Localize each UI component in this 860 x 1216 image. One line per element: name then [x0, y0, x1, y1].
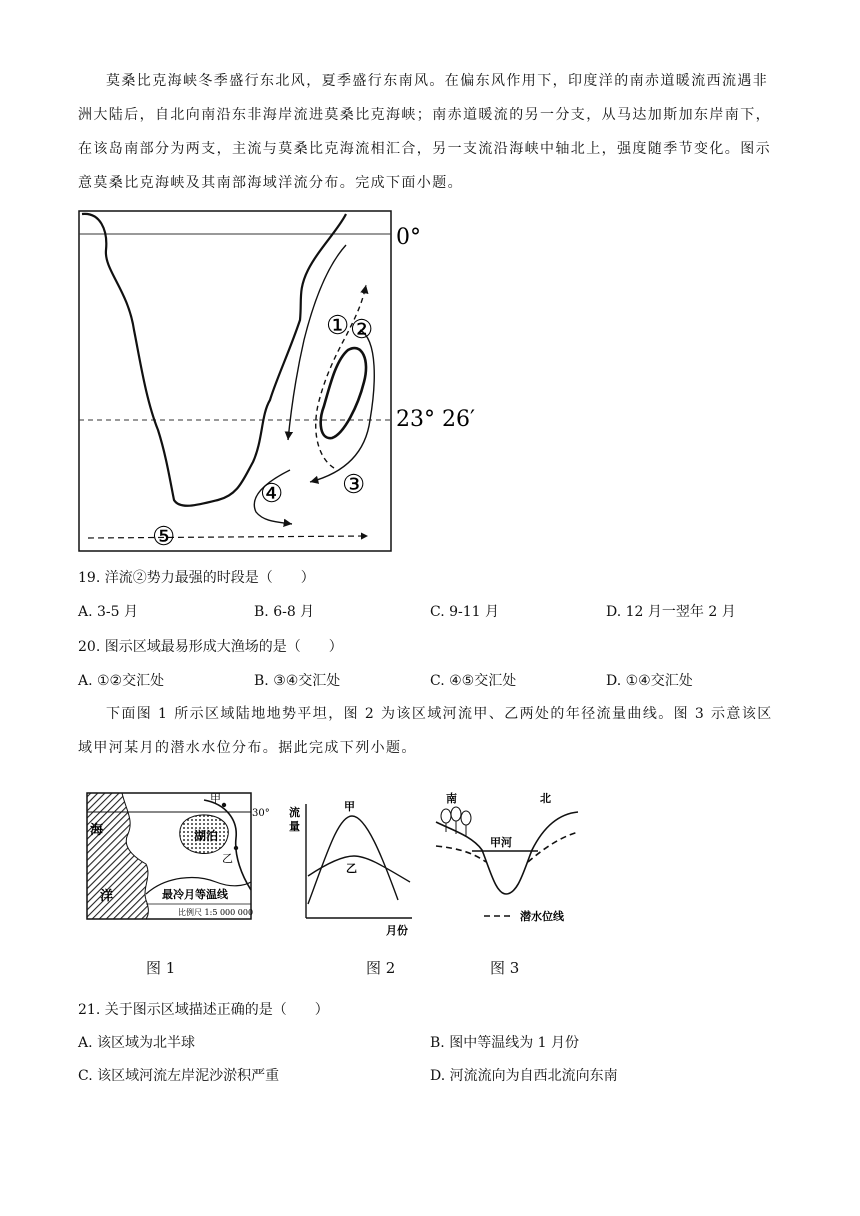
- curve-yi: [308, 856, 410, 882]
- yi-label: 乙: [222, 852, 233, 865]
- q20-option-d[interactable]: D. ①④交汇处: [606, 673, 693, 689]
- figure-1-caption: 图 1: [146, 959, 176, 977]
- tropic-label: 23° 26′: [396, 407, 475, 432]
- q21-option-c[interactable]: C. 该区域河流左岸泥沙淤积严重: [78, 1068, 280, 1084]
- intro-paragraph-1: 莫桑比克海峡冬季盛行东北风，夏季盛行东南风。在偏东风作用下，印度洋的南赤道暖流西流遇非洲大陆后，自北向南沿东非海岸流进莫桑比克海峡；南赤道暖流的另一分支，从马达加斯加东岸南下，在该岛南部分为两支，主流与莫桑比克海流相汇合，另一支流沿海峡中轴北上，强度随季节变化。图示意莫桑比克海峡及其南部海域洋流分布。完成下面小题。: [78, 73, 771, 191]
- current-label-2: ②: [350, 315, 374, 345]
- mozambique-channel-map: [78, 210, 498, 555]
- curve-jia: [308, 816, 398, 904]
- jia-label: 甲: [210, 792, 221, 805]
- current-5-line: [88, 536, 368, 538]
- isotherm-label: 最冷月等温线: [162, 888, 228, 901]
- lat-label: 30°: [252, 808, 270, 819]
- figure-3-profile: [432, 790, 582, 930]
- question-21-stem: 21. 关于图示区域描述正确的是（ ）: [78, 1002, 329, 1018]
- north-label: 北: [540, 792, 551, 805]
- q21-option-d[interactable]: D. 河流流向为自西北流向东南: [430, 1068, 618, 1084]
- current-label-4: ④: [260, 479, 284, 509]
- figure-2-caption: 图 2: [366, 959, 396, 977]
- q21-option-a[interactable]: A. 该区域为北半球: [78, 1035, 196, 1051]
- tree-icon: [441, 807, 471, 836]
- africa-coastline: [82, 214, 346, 506]
- q20-option-a[interactable]: A. ①②交汇处: [78, 673, 165, 689]
- lake-label: 湖泊: [194, 829, 219, 843]
- q21-option-b[interactable]: B. 图中等温线为 1 月份: [430, 1035, 579, 1051]
- q19-option-a[interactable]: A. 3-5 月: [78, 604, 139, 620]
- madagascar-island: [321, 348, 366, 438]
- q19-option-c[interactable]: C. 9-11 月: [430, 604, 500, 620]
- ocean-label: 洋: [100, 889, 114, 904]
- xlabel: 月份: [386, 924, 408, 937]
- valley-profile: [436, 812, 578, 894]
- question-19-stem: 19. 洋流②势力最强的时段是（ ）: [78, 570, 315, 586]
- question-20-stem: 20. 图示区域最易形成大渔场的是（ ）: [78, 639, 343, 655]
- legend-label: 潜水位线: [520, 910, 564, 923]
- yi-curve-label: 乙: [346, 862, 357, 875]
- sea-label: 海: [90, 823, 104, 838]
- map-frame: [79, 211, 391, 551]
- current-3-line: [310, 330, 374, 482]
- current-label-5: ⑤: [152, 522, 176, 552]
- jia-curve-label: 甲: [344, 800, 355, 813]
- south-label: 南: [446, 792, 457, 805]
- ylabel-1: 流: [289, 806, 300, 819]
- intro-paragraph-2: 下面图 1 所示区域陆地地势平坦，图 2 为该区域河流甲、乙两处的年径流量曲线。图 3 示意该区域甲河某月的潜水水位分布。据此完成下列小题。: [78, 706, 773, 756]
- q19-option-d[interactable]: D. 12 月一翌年 2 月: [606, 604, 736, 620]
- equator-label: 0°: [396, 225, 421, 250]
- ylabel-2: 量: [289, 820, 300, 833]
- figure-2-chart: [286, 796, 416, 938]
- current-label-3: ③: [342, 470, 366, 500]
- figure-1-map: [86, 790, 276, 925]
- q20-option-c[interactable]: C. ④⑤交汇处: [430, 673, 517, 689]
- q20-option-b[interactable]: B. ③④交汇处: [254, 673, 341, 689]
- current-label-1: ①: [326, 311, 350, 341]
- figure-3-caption: 图 3: [490, 959, 520, 977]
- scale-label: 比例尺 1:5 000 000: [178, 908, 254, 917]
- q19-option-b[interactable]: B. 6-8 月: [254, 604, 315, 620]
- river-label: 甲河: [490, 836, 512, 849]
